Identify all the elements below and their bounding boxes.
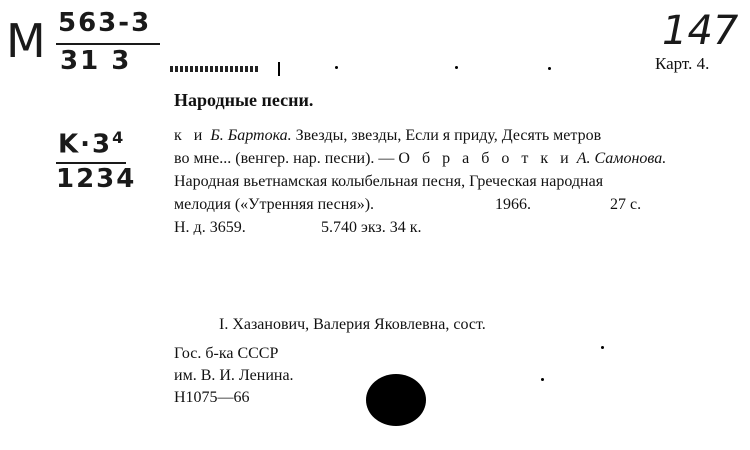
library-line-2: им. В. И. Ленина.: [174, 367, 294, 384]
body-italic-name-2: А. Самонова.: [572, 150, 667, 167]
body-line-2: [174, 147, 666, 170]
scan-speck: [455, 66, 458, 69]
handwritten-fraction-rule: [56, 43, 160, 45]
body-copies: 5.740 экз. 34 к.: [321, 219, 422, 236]
tracing-entry: I. Хазанович, Валерия Яковлевна, сост.: [219, 316, 486, 333]
body-line-4-text: мелодия («Утренняя песня»).: [174, 196, 375, 213]
card-body: [174, 124, 666, 239]
shelf-top-text: K·3: [58, 129, 113, 160]
library-line-3: Н1075—66: [174, 389, 250, 406]
body-spaced-word: О б р а б о т к и: [398, 150, 573, 167]
card-punch-hole: [366, 374, 426, 426]
handwritten-fraction-top: 563-3: [58, 8, 152, 38]
body-number: Н. д. 3659.: [174, 219, 246, 236]
scan-artifact-bar: [170, 66, 260, 72]
body-spaced-prefix: к и: [174, 127, 207, 144]
body-italic-name: Б. Бартока.: [210, 127, 292, 144]
library-line-1: Гос. б-ка СССР: [174, 345, 279, 362]
body-line-1: [174, 124, 666, 147]
handwritten-shelf-top: [58, 128, 125, 160]
handwritten-shelf-bottom: 1234: [56, 164, 137, 194]
scan-speck: [548, 67, 551, 70]
scan-speck: [335, 66, 338, 69]
handwritten-m-mark: M: [6, 14, 46, 68]
body-line-5: [174, 216, 666, 239]
body-line-4: [174, 193, 666, 216]
handwritten-fraction-bottom: 31 3: [60, 46, 132, 76]
heading-title: Народные песни.: [174, 90, 314, 110]
shelf-top-sup: 4: [112, 128, 126, 147]
card-number: Карт. 4.: [655, 54, 710, 73]
library-block: [174, 343, 294, 409]
body-line-1-rest: Звезды, звезды, Если я приду, Десять метров: [291, 127, 602, 144]
scan-speck: [601, 346, 604, 349]
handwritten-corner-number: 147: [662, 8, 739, 54]
body-pages: 27 с.: [610, 196, 642, 213]
body-line-2-start: во мне... (венгер. нар. песни). —: [174, 150, 399, 167]
body-year: 1966.: [495, 196, 531, 213]
scan-speck: [278, 62, 280, 76]
scan-speck: [541, 378, 544, 381]
body-line-3: Народная вьетнамская колыбельная песня, Греческая народная: [174, 173, 604, 190]
